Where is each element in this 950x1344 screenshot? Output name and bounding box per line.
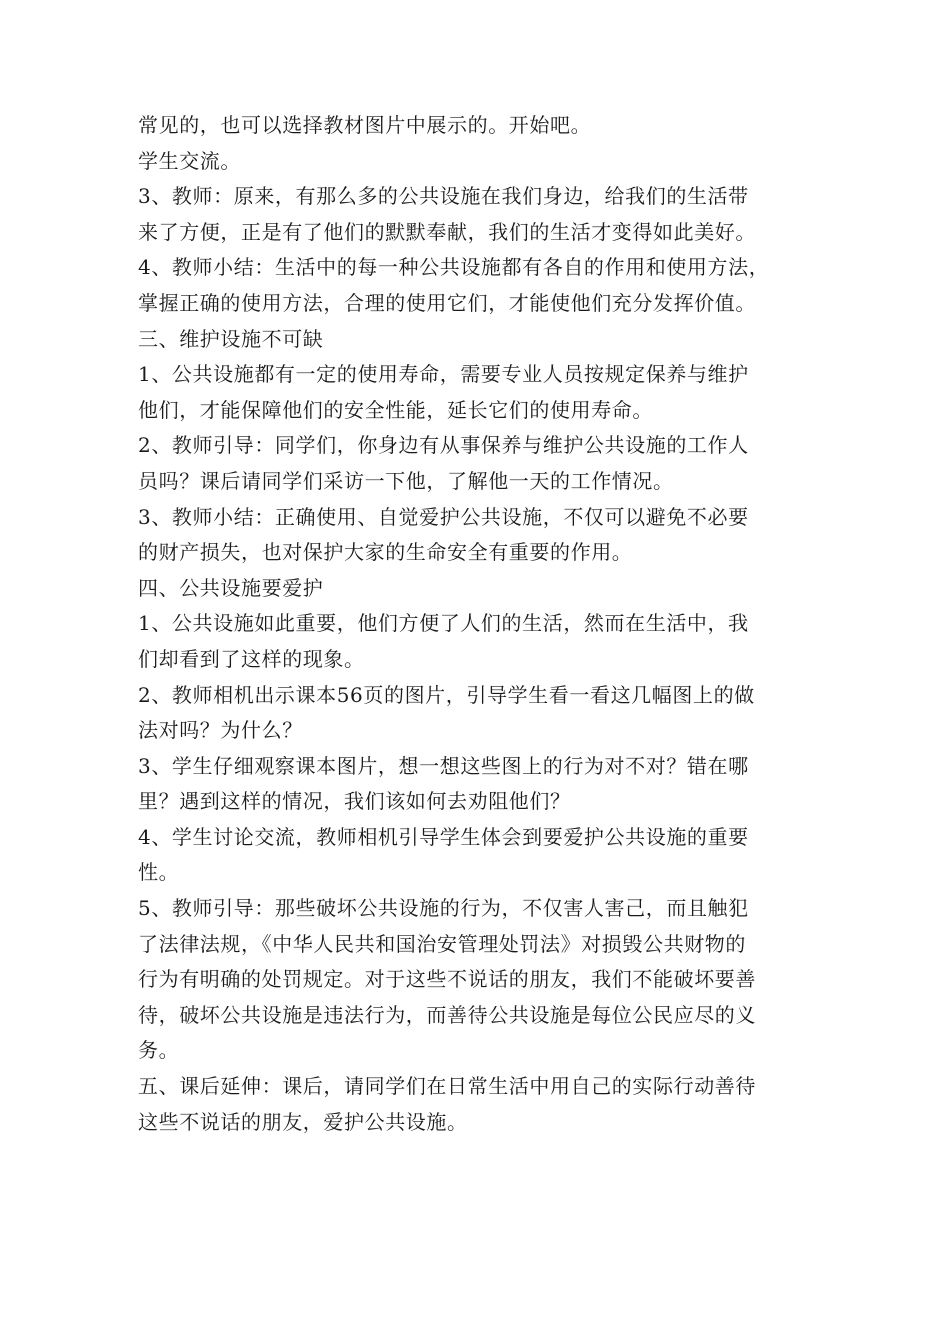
text-line: 法对吗？为什么？ bbox=[138, 718, 303, 743]
text-line: 4、教师小结：生活中的每一种公共设施都有各自的作用和使用方法， bbox=[138, 255, 770, 280]
text-line: 掌握正确的使用方法，合理的使用它们，才能使他们充分发挥价值。 bbox=[138, 290, 756, 315]
text-line: 行为有明确的处罚规定。对于这些不说话的朋友，我们不能破坏要善 bbox=[138, 967, 756, 992]
text-line: 员吗？课后请同学们采访一下他，了解他一天的工作情况。 bbox=[138, 468, 674, 493]
text-line: 1、公共设施都有一定的使用寿命，需要专业人员按规定保养与维护 bbox=[138, 362, 749, 387]
text-line: 待，破坏公共设施是违法行为，而善待公共设施是每位公民应尽的义 bbox=[138, 1002, 756, 1027]
text-line: 3、学生仔细观察课本图片，想一想这些图上的行为对不对？错在哪 bbox=[138, 753, 749, 778]
text-line: 这些不说话的朋友，爱护公共设施。 bbox=[138, 1109, 468, 1134]
text-line: 常见的，也可以选择教材图片中展示的。开始吧。 bbox=[138, 113, 592, 137]
text-line: 性。 bbox=[138, 860, 180, 885]
text-line: 1、公共设施如此重要，他们方便了人们的生活，然而在生活中，我 bbox=[138, 611, 749, 636]
section-heading: 四、公共设施要爱护 bbox=[138, 575, 324, 600]
text-line: 3、教师小结：正确使用、自觉爱护公共设施，不仅可以避免不必要 bbox=[138, 504, 749, 529]
text-line: 他们，才能保障他们的安全性能，延长它们的使用寿命。 bbox=[138, 397, 653, 422]
document-body bbox=[138, 108, 818, 1140]
text-line: 的财产损失，也对保护大家的生命安全有重要的作用。 bbox=[138, 540, 633, 565]
text-line: 里？遇到这样的情况，我们该如何去劝阻他们？ bbox=[138, 789, 571, 814]
text-line: 们却看到了这样的现象。 bbox=[138, 646, 365, 671]
text-line: 2、教师相机出示课本56页的图片，引导学生看一看这几幅图上的做 bbox=[138, 682, 755, 707]
text-line: 了法律法规，《中华人民共和国治安管理处罚法》对损毁公共财物的 bbox=[138, 931, 746, 956]
text-line: 3、教师：原来，有那么多的公共设施在我们身边，给我们的生活带 bbox=[138, 184, 749, 209]
text-line: 学生交流。 bbox=[138, 148, 241, 173]
text-line: 务。 bbox=[138, 1038, 180, 1063]
section-heading: 五、课后延伸：课后，请同学们在日常生活中用自己的实际行动善待 bbox=[138, 1074, 756, 1099]
text-line: 2、教师引导：同学们，你身边有从事保养与维护公共设施的工作人 bbox=[138, 433, 749, 458]
text-line: 来了方便，正是有了他们的默默奉献，我们的生活才变得如此美好。 bbox=[138, 219, 756, 244]
text-line: 5、教师引导：那些破坏公共设施的行为，不仅害人害己，而且触犯 bbox=[138, 896, 749, 921]
text-line: 4、学生讨论交流，教师相机引导学生体会到要爱护公共设施的重要 bbox=[138, 824, 749, 849]
section-heading: 三、维护设施不可缺 bbox=[138, 326, 324, 351]
